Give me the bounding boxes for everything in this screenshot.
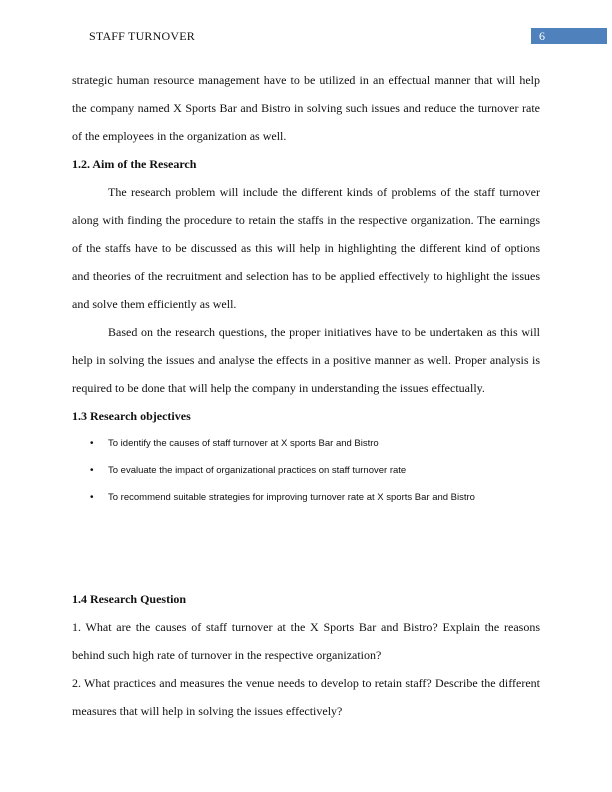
spacer [72, 511, 540, 585]
list-item [72, 484, 540, 511]
aim-paragraph-2: Based on the research questions, the proper initiatives have to be undertaken as this will help in solving the issues and analyse the effects in a positive manner as well. Proper analysis is required to be done that will help the company in understanding the issues effectually. [72, 325, 540, 395]
question-1: 1. What are the causes of staff turnover at the X Sports Bar and Bistro? Explain the reasons behind such high rate of turnover in the respective organization? [72, 620, 540, 662]
bullet-icon: • [90, 465, 94, 476]
objective-text: To recommend suitable strategies for improving turnover rate at X sports Bar and Bistro [108, 492, 475, 503]
questions-heading: 1.4 Research Question [72, 592, 187, 606]
objective-text: To identify the causes of staff turnover at X sports Bar and Bistro [108, 438, 379, 449]
document-body [72, 66, 540, 725]
intro-paragraph: strategic human resource management have to be utilized in an effectual manner that will help the company named X Sports Bar and Bistro in solving such issues and reduce the turnover rate of the employees in the organization as well. [72, 73, 540, 143]
question-2: 2. What practices and measures the venue needs to develop to retain staff? Describe the different measures that will help in solving the issues effectively? [72, 676, 540, 718]
page-number-badge: 6 [531, 28, 607, 44]
objectives-list [72, 430, 540, 511]
list-item [72, 457, 540, 484]
running-header-title: STAFF TURNOVER [89, 29, 195, 43]
aim-paragraph-1: The research problem will include the different kinds of problems of the staff turnover along with finding the procedure to retain the staffs in the respective organization. The earnings of the staffs have to be discussed as this will help in highlighting the different kind of options and theories of the recruitment and selection has to be applied effectively to highlight the issues and solve them efficiently as well. [72, 185, 540, 311]
bullet-icon: • [90, 492, 94, 503]
objective-text: To evaluate the impact of organizational practices on staff turnover rate [108, 465, 407, 476]
list-item [72, 430, 540, 457]
bullet-icon: • [90, 438, 94, 449]
aim-heading: 1.2. Aim of the Research [72, 157, 197, 171]
objectives-heading: 1.3 Research objectives [72, 409, 191, 423]
